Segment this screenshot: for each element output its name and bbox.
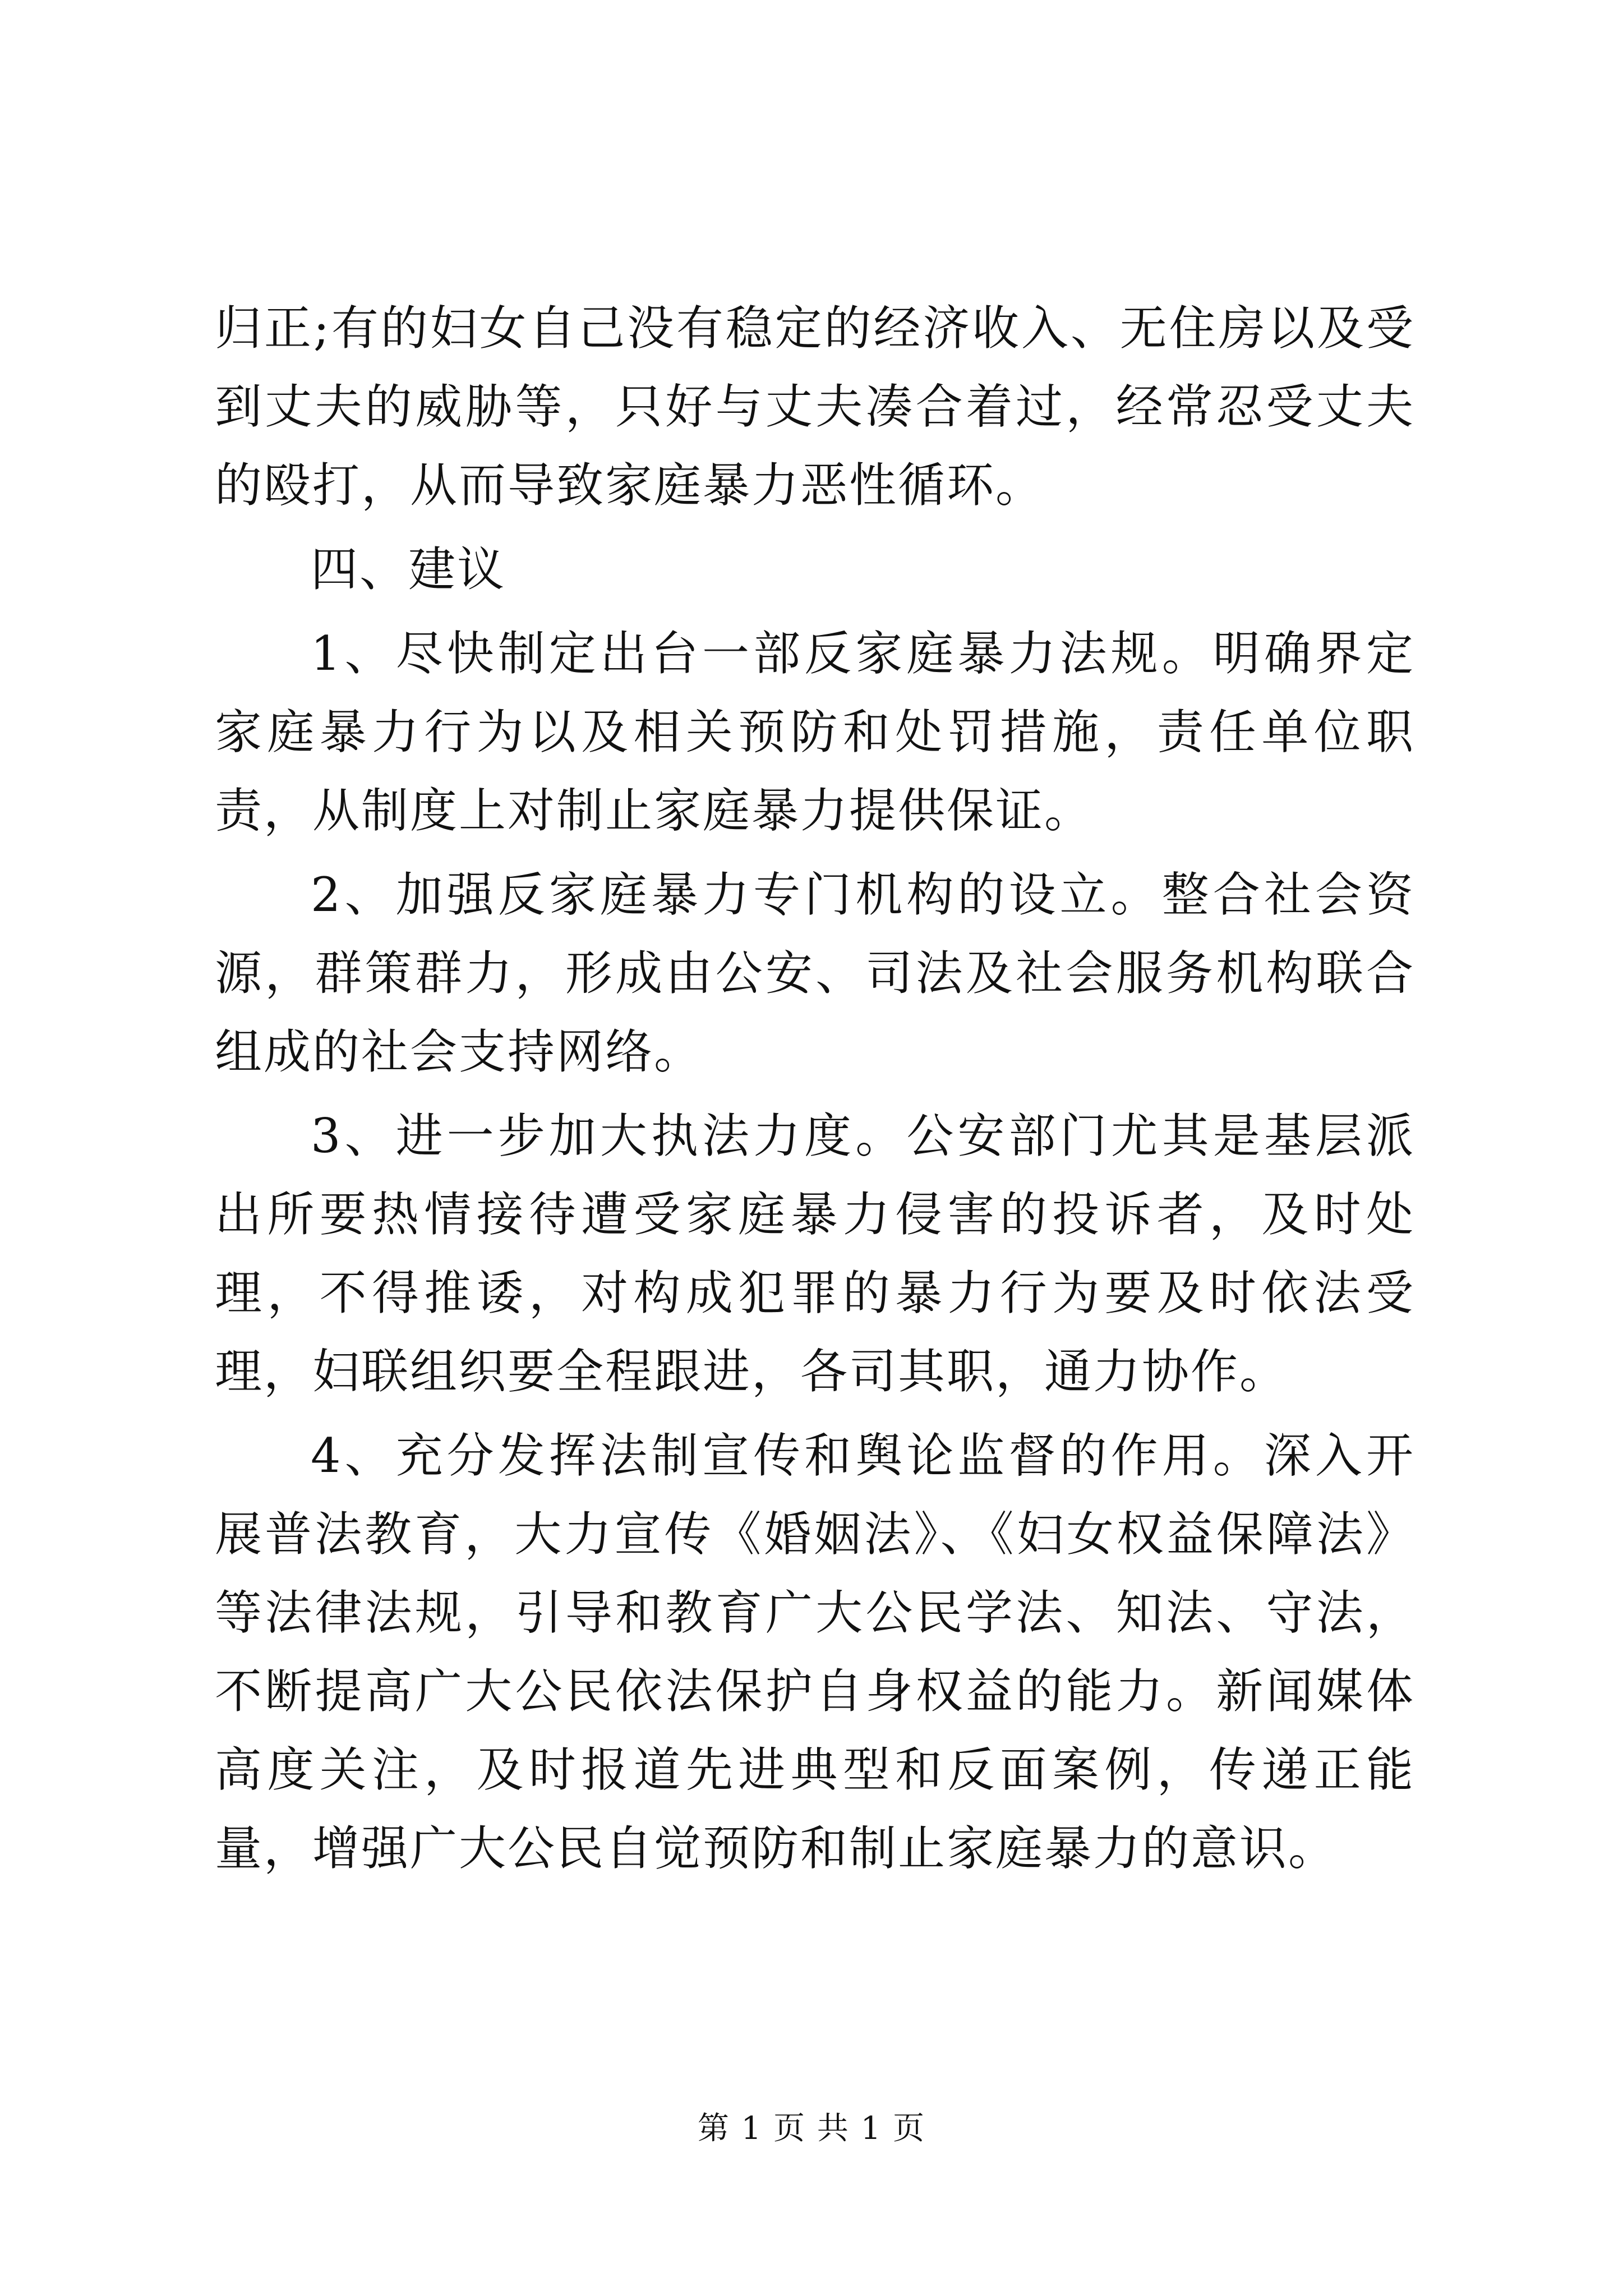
paragraph-suggestion-4: 4、充分发挥法制宣传和舆论监督的作用。深入开展普法教育，大力宣传《婚姻法》、《妇女权益保障法》等法律法规，引导和教育广大公民学法、知法、守法，不断提高广大公民依法保护自身权益的能力。新闻媒体高度关注，及时报道先进典型和反面案例，传递正能量，增强广大公民自觉预防和制止家庭暴力的意识。 [215,1428,1415,1876]
paragraph-suggestion-3: 3、进一步加大执法力度。公安部门尤其是基层派出所要热情接待遭受家庭暴力侵害的投诉者，及时处理，不得推诿，对构成犯罪的暴力行为要及时依法受理，妇联组织要全程跟进，各司其职，通力协作。 [215,1108,1415,1399]
page-footer: 第 1 页 共 1 页 [697,2110,926,2147]
paragraph-suggestion-1: 1、尽快制定出台一部反家庭暴力法规。明确界定家庭暴力行为以及相关预防和处罚措施，责任单位职责，从制度上对制止家庭暴力提供保证。 [215,626,1415,838]
document-body [215,289,1415,1893]
paragraph-continuation: 归正;有的妇女自己没有稳定的经济收入、无住房以及受到丈夫的威胁等，只好与丈夫凑合着过，经常忍受丈夫的殴打，从而导致家庭暴力恶性循环。 [215,301,1415,513]
paragraph-suggestion-2: 2、加强反家庭暴力专门机构的设立。整合社会资源，群策群力，形成由公安、司法及社会服务机构联合组成的社会支持网络。 [215,867,1415,1079]
section-heading-suggestions: 四、建议 [311,542,506,597]
